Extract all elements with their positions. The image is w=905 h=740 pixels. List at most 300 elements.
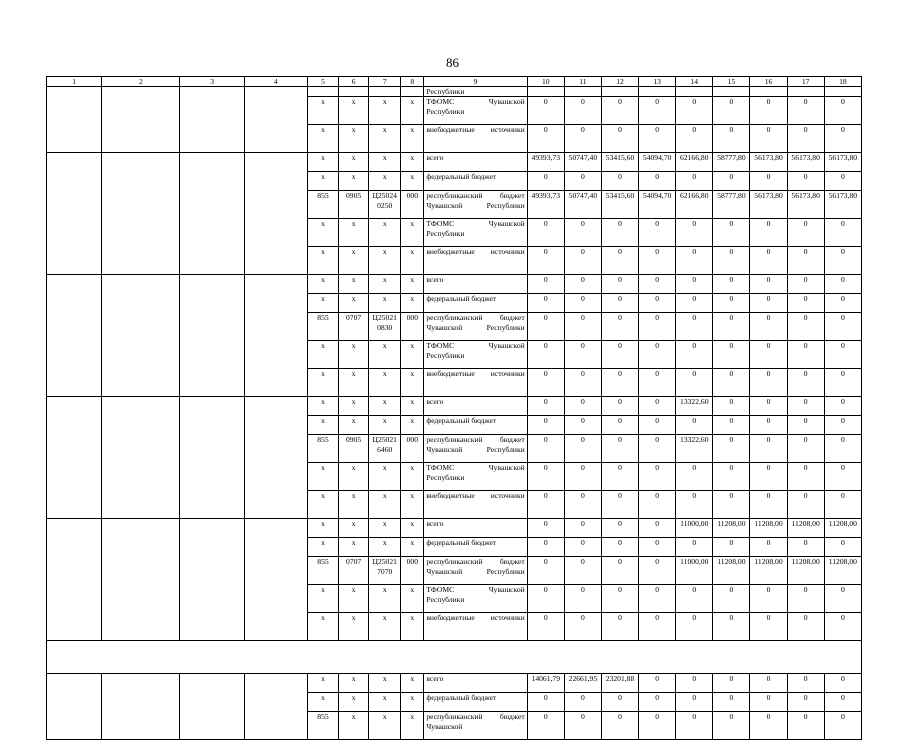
- year-value: 53415,60: [601, 153, 638, 172]
- year-value: 11208,00: [713, 519, 750, 538]
- year-value: 0: [564, 519, 601, 538]
- year-value: 0: [639, 247, 676, 275]
- year-value: 0: [750, 613, 787, 641]
- goal-row: [47, 641, 862, 674]
- year-value: 0: [750, 97, 787, 125]
- code-target: [369, 87, 401, 97]
- year-value: 0: [527, 247, 564, 275]
- code-target: x: [369, 125, 401, 153]
- code-type: x: [401, 247, 424, 275]
- year-value: [564, 87, 601, 97]
- year-value: 0: [564, 491, 601, 519]
- main-event-goal: [180, 674, 244, 740]
- year-value: 0: [601, 693, 638, 712]
- code-type: x: [401, 693, 424, 712]
- year-value: 11208,00: [713, 557, 750, 585]
- code-ministry: x: [307, 97, 338, 125]
- empty-cell: [244, 153, 307, 275]
- year-value: 0: [676, 491, 713, 519]
- year-value: 13322,60: [676, 397, 713, 416]
- year-value: 0: [639, 693, 676, 712]
- code-section: x: [339, 97, 369, 125]
- code-target: x: [369, 172, 401, 191]
- year-value: 0: [601, 416, 638, 435]
- event-name: [102, 153, 180, 275]
- code-type: 000: [401, 191, 424, 219]
- year-value: 0: [713, 674, 750, 693]
- column-number: 4: [244, 77, 307, 87]
- funding-source: всего: [424, 275, 527, 294]
- column-number: 13: [639, 77, 676, 87]
- year-value: 0: [713, 693, 750, 712]
- code-ministry: x: [307, 125, 338, 153]
- year-value: 0: [601, 294, 638, 313]
- code-target: x: [369, 693, 401, 712]
- year-value: 0: [750, 219, 787, 247]
- year-value: 0: [787, 341, 824, 369]
- year-value: 0: [564, 294, 601, 313]
- year-value: 0: [824, 613, 861, 641]
- event-name: [102, 397, 180, 519]
- code-ministry: 855: [307, 557, 338, 585]
- year-value: 0: [527, 585, 564, 613]
- year-value: 0: [639, 397, 676, 416]
- empty-cell: [180, 519, 244, 641]
- code-section: x: [339, 463, 369, 491]
- continuation-cell: [47, 87, 102, 153]
- code-target: x: [369, 585, 401, 613]
- year-value: 0: [750, 585, 787, 613]
- code-ministry: x: [307, 369, 338, 397]
- year-value: 0: [824, 247, 861, 275]
- year-value: 0: [750, 712, 787, 740]
- year-value: 0: [787, 416, 824, 435]
- year-value: 0: [601, 435, 638, 463]
- code-type: x: [401, 172, 424, 191]
- year-value: 0: [564, 463, 601, 491]
- year-value: 0: [639, 172, 676, 191]
- year-value: 0: [527, 613, 564, 641]
- code-target: x: [369, 538, 401, 557]
- year-value: 0: [824, 416, 861, 435]
- year-value: 56173,80: [824, 153, 861, 172]
- year-value: 0: [750, 341, 787, 369]
- code-ministry: [307, 87, 338, 97]
- year-value: 0: [564, 397, 601, 416]
- year-value: 0: [824, 294, 861, 313]
- column-number: 8: [401, 77, 424, 87]
- year-value: 50747,40: [564, 153, 601, 172]
- code-ministry: 855: [307, 435, 338, 463]
- year-value: 0: [713, 712, 750, 740]
- year-value: 0: [750, 693, 787, 712]
- year-value: 0: [601, 463, 638, 491]
- column-number: 9: [424, 77, 527, 87]
- code-section: 0707: [339, 313, 369, 341]
- year-value: 0: [601, 491, 638, 519]
- year-value: 0: [527, 275, 564, 294]
- column-number: 18: [824, 77, 861, 87]
- year-value: 0: [676, 712, 713, 740]
- code-section: x: [339, 125, 369, 153]
- code-ministry: x: [307, 294, 338, 313]
- code-type: x: [401, 153, 424, 172]
- year-value: 0: [564, 275, 601, 294]
- funding-source: ТФОМС Чувашской Республики: [424, 219, 527, 247]
- year-value: 0: [564, 369, 601, 397]
- year-value: 0: [601, 613, 638, 641]
- year-value: 0: [676, 172, 713, 191]
- code-ministry: x: [307, 397, 338, 416]
- year-value: 0: [787, 397, 824, 416]
- year-value: 0: [787, 693, 824, 712]
- event-code: [47, 397, 102, 519]
- year-value: 11000,00: [676, 557, 713, 585]
- column-number: 11: [564, 77, 601, 87]
- code-type: x: [401, 613, 424, 641]
- funding-source: всего: [424, 674, 527, 693]
- code-target: x: [369, 712, 401, 740]
- year-value: 0: [601, 557, 638, 585]
- year-value: 0: [750, 294, 787, 313]
- code-type: x: [401, 416, 424, 435]
- code-section: x: [339, 397, 369, 416]
- year-value: 50747,40: [564, 191, 601, 219]
- year-value: 0: [527, 693, 564, 712]
- column-number: 3: [180, 77, 244, 87]
- year-value: 0: [564, 557, 601, 585]
- year-value: 58777,80: [713, 153, 750, 172]
- code-type: x: [401, 519, 424, 538]
- year-value: 56173,80: [787, 191, 824, 219]
- code-section: 0905: [339, 435, 369, 463]
- year-value: 0: [787, 275, 824, 294]
- year-value: 0: [601, 712, 638, 740]
- year-value: 0: [824, 435, 861, 463]
- year-value: [527, 87, 564, 97]
- column-number: 17: [787, 77, 824, 87]
- year-value: 0: [527, 313, 564, 341]
- year-value: 0: [824, 674, 861, 693]
- code-section: x: [339, 538, 369, 557]
- year-value: 11208,00: [787, 557, 824, 585]
- column-number: 7: [369, 77, 401, 87]
- code-target: x: [369, 369, 401, 397]
- year-value: 0: [601, 275, 638, 294]
- year-value: 0: [601, 369, 638, 397]
- year-value: 0: [601, 397, 638, 416]
- funding-source: всего: [424, 397, 527, 416]
- funding-source: федеральный бюджет: [424, 538, 527, 557]
- year-value: 0: [824, 538, 861, 557]
- code-type: x: [401, 275, 424, 294]
- year-value: 0: [713, 97, 750, 125]
- code-target: x: [369, 397, 401, 416]
- year-value: 0: [527, 172, 564, 191]
- funding-source: внебюджетные источники: [424, 613, 527, 641]
- year-value: 54094,70: [639, 153, 676, 172]
- column-number: 12: [601, 77, 638, 87]
- table-row: [47, 87, 862, 97]
- year-value: 14061,79: [527, 674, 564, 693]
- code-section: x: [339, 341, 369, 369]
- funding-source: республиканский бюджет Чувашской Республики: [424, 435, 527, 463]
- code-type: x: [401, 463, 424, 491]
- column-number: 10: [527, 77, 564, 87]
- year-value: 0: [639, 674, 676, 693]
- year-value: 0: [527, 369, 564, 397]
- main-event-executor: [244, 674, 307, 740]
- year-value: 0: [750, 538, 787, 557]
- column-number: 15: [713, 77, 750, 87]
- year-value: 0: [713, 247, 750, 275]
- year-value: 0: [527, 519, 564, 538]
- code-ministry: x: [307, 613, 338, 641]
- year-value: 13322,60: [676, 435, 713, 463]
- year-value: 0: [676, 275, 713, 294]
- code-section: x: [339, 275, 369, 294]
- year-value: 0: [824, 463, 861, 491]
- year-value: 0: [676, 538, 713, 557]
- year-value: [750, 87, 787, 97]
- code-section: x: [339, 172, 369, 191]
- year-value: 0: [750, 435, 787, 463]
- year-value: 0: [527, 538, 564, 557]
- year-value: 0: [824, 125, 861, 153]
- year-value: 0: [750, 125, 787, 153]
- code-section: x: [339, 613, 369, 641]
- code-ministry: x: [307, 341, 338, 369]
- year-value: 0: [527, 341, 564, 369]
- empty-cell: [244, 397, 307, 519]
- funding-source: федеральный бюджет: [424, 693, 527, 712]
- year-value: 0: [639, 341, 676, 369]
- funding-source: ТФОМС Чувашской Республики: [424, 97, 527, 125]
- funding-source: республиканский бюджет Чувашской Республики: [424, 313, 527, 341]
- year-value: [676, 87, 713, 97]
- funding-source: всего: [424, 519, 527, 538]
- column-number: 6: [339, 77, 369, 87]
- year-value: 0: [824, 397, 861, 416]
- year-value: 0: [750, 369, 787, 397]
- year-value: 0: [824, 712, 861, 740]
- year-value: 0: [676, 125, 713, 153]
- year-value: 56173,80: [787, 153, 824, 172]
- code-type: x: [401, 97, 424, 125]
- year-value: 0: [713, 435, 750, 463]
- main-event-name: [102, 674, 180, 740]
- year-value: 0: [824, 275, 861, 294]
- code-section: x: [339, 585, 369, 613]
- code-type: x: [401, 585, 424, 613]
- year-value: 0: [639, 712, 676, 740]
- year-value: 0: [601, 313, 638, 341]
- code-target: x: [369, 674, 401, 693]
- year-value: 11208,00: [750, 519, 787, 538]
- funding-source: ТФОМС Чувашской Республики: [424, 585, 527, 613]
- year-value: 0: [787, 712, 824, 740]
- year-value: 23201,88: [601, 674, 638, 693]
- column-number: 16: [750, 77, 787, 87]
- funding-source: внебюджетные источники: [424, 369, 527, 397]
- code-section: x: [339, 294, 369, 313]
- year-value: 53415,60: [601, 191, 638, 219]
- code-ministry: x: [307, 172, 338, 191]
- funding-source: Республики: [424, 87, 527, 97]
- year-value: 0: [676, 97, 713, 125]
- funding-source: внебюджетные источники: [424, 247, 527, 275]
- event-code: [47, 519, 102, 641]
- year-value: 0: [639, 435, 676, 463]
- year-value: [713, 87, 750, 97]
- year-value: 0: [750, 416, 787, 435]
- year-value: 0: [639, 294, 676, 313]
- year-value: 0: [601, 585, 638, 613]
- event-name: [102, 275, 180, 397]
- continuation-cell: [180, 87, 244, 153]
- code-ministry: 855: [307, 191, 338, 219]
- year-value: 0: [564, 435, 601, 463]
- year-value: 0: [787, 97, 824, 125]
- code-type: [401, 87, 424, 97]
- continuation-cell: [102, 87, 180, 153]
- code-ministry: x: [307, 491, 338, 519]
- year-value: 0: [713, 538, 750, 557]
- code-ministry: x: [307, 275, 338, 294]
- year-value: 0: [787, 491, 824, 519]
- year-value: 0: [527, 397, 564, 416]
- year-value: 0: [824, 172, 861, 191]
- year-value: 0: [824, 219, 861, 247]
- code-target: x: [369, 491, 401, 519]
- year-value: [601, 87, 638, 97]
- code-type: 000: [401, 313, 424, 341]
- year-value: 0: [713, 491, 750, 519]
- year-value: 0: [750, 275, 787, 294]
- year-value: 0: [676, 294, 713, 313]
- year-value: 0: [787, 435, 824, 463]
- year-value: 0: [676, 463, 713, 491]
- year-value: 0: [639, 125, 676, 153]
- year-value: 0: [527, 463, 564, 491]
- year-value: 0: [713, 219, 750, 247]
- empty-cell: [244, 519, 307, 641]
- code-type: x: [401, 369, 424, 397]
- year-value: 0: [824, 97, 861, 125]
- year-value: 0: [564, 416, 601, 435]
- year-value: 0: [601, 172, 638, 191]
- code-type: x: [401, 294, 424, 313]
- code-type: x: [401, 491, 424, 519]
- empty-cell: [180, 397, 244, 519]
- code-section: x: [339, 416, 369, 435]
- budget-table: [46, 76, 862, 740]
- code-section: x: [339, 247, 369, 275]
- year-value: 0: [787, 369, 824, 397]
- year-value: 0: [527, 712, 564, 740]
- year-value: 0: [527, 219, 564, 247]
- column-number: 14: [676, 77, 713, 87]
- year-value: 0: [713, 613, 750, 641]
- code-ministry: x: [307, 463, 338, 491]
- code-target: x: [369, 153, 401, 172]
- year-value: 0: [527, 435, 564, 463]
- code-ministry: x: [307, 153, 338, 172]
- table-row: [47, 674, 862, 693]
- year-value: 11208,00: [824, 519, 861, 538]
- code-section: 0707: [339, 557, 369, 585]
- year-value: 0: [676, 247, 713, 275]
- year-value: 0: [564, 538, 601, 557]
- table-row: [47, 397, 862, 416]
- table-row: [47, 275, 862, 294]
- year-value: 0: [639, 313, 676, 341]
- year-value: 0: [639, 97, 676, 125]
- year-value: 0: [676, 416, 713, 435]
- year-value: 0: [639, 557, 676, 585]
- year-value: 0: [601, 247, 638, 275]
- year-value: 0: [564, 585, 601, 613]
- code-type: 000: [401, 435, 424, 463]
- year-value: 0: [750, 172, 787, 191]
- year-value: [824, 87, 861, 97]
- year-value: 49393,73: [527, 153, 564, 172]
- code-target: x: [369, 613, 401, 641]
- year-value: 0: [787, 247, 824, 275]
- year-value: 0: [527, 125, 564, 153]
- year-value: 49393,73: [527, 191, 564, 219]
- year-value: 0: [824, 491, 861, 519]
- code-target: x: [369, 341, 401, 369]
- code-ministry: x: [307, 219, 338, 247]
- code-ministry: x: [307, 519, 338, 538]
- code-target: x: [369, 294, 401, 313]
- code-section: 0905: [339, 191, 369, 219]
- code-target: x: [369, 275, 401, 294]
- year-value: 0: [824, 313, 861, 341]
- year-value: 0: [601, 519, 638, 538]
- year-value: 0: [601, 538, 638, 557]
- code-section: x: [339, 712, 369, 740]
- code-target: Ц25024 0250: [369, 191, 401, 219]
- year-value: 0: [676, 219, 713, 247]
- code-target: x: [369, 463, 401, 491]
- year-value: 0: [676, 674, 713, 693]
- code-ministry: x: [307, 247, 338, 275]
- year-value: 0: [564, 341, 601, 369]
- year-value: 0: [824, 369, 861, 397]
- year-value: 11000,00: [676, 519, 713, 538]
- table-row: [47, 153, 862, 172]
- goal-text: [47, 641, 862, 674]
- year-value: 0: [824, 341, 861, 369]
- year-value: 0: [564, 313, 601, 341]
- year-value: 0: [713, 416, 750, 435]
- code-type: x: [401, 674, 424, 693]
- year-value: 0: [564, 613, 601, 641]
- year-value: 0: [676, 585, 713, 613]
- code-section: [339, 87, 369, 97]
- year-value: 0: [564, 247, 601, 275]
- code-type: x: [401, 397, 424, 416]
- code-ministry: x: [307, 416, 338, 435]
- column-number: 5: [307, 77, 338, 87]
- code-section: x: [339, 674, 369, 693]
- year-value: 0: [601, 97, 638, 125]
- year-value: 0: [601, 341, 638, 369]
- year-value: 0: [676, 693, 713, 712]
- page-number: 86: [446, 55, 459, 70]
